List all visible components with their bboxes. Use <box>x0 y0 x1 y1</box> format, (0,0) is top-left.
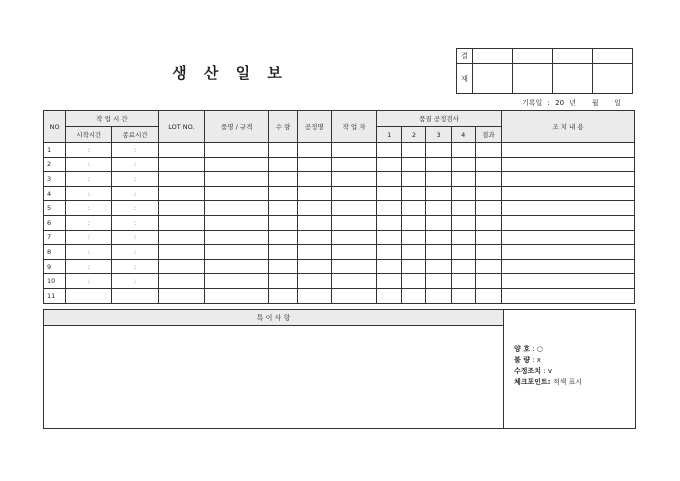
start-time-cell[interactable]: : <box>66 215 112 230</box>
approval-signature-cell[interactable] <box>593 49 633 64</box>
check-2-cell[interactable] <box>402 215 426 230</box>
table-row <box>44 157 635 172</box>
approval-signature-cell[interactable] <box>593 64 633 94</box>
quantity-cell[interactable] <box>269 215 297 230</box>
record-date-label: 기록일 : <box>522 99 550 107</box>
notes-area[interactable] <box>44 326 504 429</box>
notes-header: 특 이 사 항 <box>44 310 504 326</box>
check-3-cell[interactable] <box>426 245 451 260</box>
legend-separator: : <box>529 345 537 353</box>
header-check-1: 1 <box>377 127 402 143</box>
result-cell[interactable] <box>475 201 501 216</box>
row-no: 10 <box>44 274 66 289</box>
lot-no-cell[interactable] <box>158 201 204 216</box>
action-cell[interactable] <box>502 288 635 303</box>
end-time-cell[interactable] <box>112 288 158 303</box>
end-time-cell[interactable]: : <box>112 259 158 274</box>
approval-signature-cell[interactable] <box>473 49 513 64</box>
product-spec-cell[interactable] <box>205 201 269 216</box>
check-2-cell[interactable] <box>402 201 426 216</box>
header-worker: 작 업 자 <box>331 111 376 143</box>
legend-separator: : <box>529 356 537 364</box>
product-spec-cell[interactable] <box>205 259 269 274</box>
lot-no-cell[interactable] <box>158 172 204 187</box>
header-process-name: 공정명 <box>297 111 331 143</box>
legend-value: ○ <box>536 345 543 353</box>
process-name-cell[interactable] <box>297 201 331 216</box>
result-cell[interactable] <box>475 274 501 289</box>
product-spec-cell[interactable] <box>205 245 269 260</box>
end-time-cell[interactable]: : <box>112 215 158 230</box>
worker-cell[interactable] <box>331 215 376 230</box>
check-1-cell[interactable] <box>377 288 402 303</box>
start-time-cell[interactable]: : <box>66 172 112 187</box>
result-cell[interactable] <box>475 172 501 187</box>
worker-cell[interactable] <box>331 157 376 172</box>
check-4-cell[interactable] <box>451 245 475 260</box>
worker-cell[interactable] <box>331 186 376 201</box>
action-cell[interactable] <box>502 172 635 187</box>
record-date-month[interactable]: 월 <box>591 99 599 107</box>
process-name-cell[interactable] <box>297 274 331 289</box>
process-name-cell[interactable] <box>297 157 331 172</box>
product-spec-cell[interactable] <box>205 143 269 158</box>
check-2-cell[interactable] <box>402 230 426 245</box>
end-time-cell[interactable]: : <box>112 201 158 216</box>
legend-item <box>514 355 635 366</box>
quantity-cell[interactable] <box>269 186 297 201</box>
check-3-cell[interactable] <box>426 172 451 187</box>
row-no: 7 <box>44 230 66 245</box>
worker-cell[interactable] <box>331 274 376 289</box>
lot-no-cell[interactable] <box>158 288 204 303</box>
legend-item <box>514 366 635 377</box>
worker-cell[interactable] <box>331 288 376 303</box>
header-result: 결과 <box>475 127 501 143</box>
notes-section <box>43 309 636 429</box>
product-spec-cell[interactable] <box>205 157 269 172</box>
start-time-cell[interactable]: : <box>66 230 112 245</box>
lot-no-cell[interactable] <box>158 143 204 158</box>
lot-no-cell[interactable] <box>158 274 204 289</box>
check-2-cell[interactable] <box>402 245 426 260</box>
page-title: 생 산 일 보 <box>172 64 288 82</box>
process-name-cell[interactable] <box>297 245 331 260</box>
check-1-cell[interactable] <box>377 230 402 245</box>
legend-value: x <box>536 356 541 364</box>
table-row <box>44 186 635 201</box>
check-4-cell[interactable] <box>451 201 475 216</box>
result-cell[interactable] <box>475 288 501 303</box>
quantity-cell[interactable] <box>269 201 297 216</box>
action-cell[interactable] <box>502 186 635 201</box>
check-4-cell[interactable] <box>451 259 475 274</box>
legend-box <box>504 310 636 429</box>
legend-value: v <box>547 367 553 375</box>
product-spec-cell[interactable] <box>205 186 269 201</box>
approval-signature-cell[interactable] <box>513 49 553 64</box>
check-2-cell[interactable] <box>402 274 426 289</box>
record-date <box>522 98 621 108</box>
header-check-2: 2 <box>402 127 426 143</box>
product-spec-cell[interactable] <box>205 172 269 187</box>
row-no: 8 <box>44 245 66 260</box>
check-2-cell[interactable] <box>402 143 426 158</box>
header-check-4: 4 <box>451 127 475 143</box>
check-3-cell[interactable] <box>426 259 451 274</box>
check-2-cell[interactable] <box>402 288 426 303</box>
check-4-cell[interactable] <box>451 186 475 201</box>
quantity-cell[interactable] <box>269 230 297 245</box>
check-2-cell[interactable] <box>402 186 426 201</box>
quantity-cell[interactable] <box>269 274 297 289</box>
end-time-cell[interactable]: : <box>112 143 158 158</box>
check-3-cell[interactable] <box>426 215 451 230</box>
legend-label: 불 량 <box>514 356 530 364</box>
lot-no-cell[interactable] <box>158 215 204 230</box>
process-name-cell[interactable] <box>297 230 331 245</box>
check-2-cell[interactable] <box>402 157 426 172</box>
end-time-cell[interactable]: : <box>112 172 158 187</box>
check-4-cell[interactable] <box>451 215 475 230</box>
worker-cell[interactable] <box>331 201 376 216</box>
row-no: 5 <box>44 201 66 216</box>
process-name-cell[interactable] <box>297 186 331 201</box>
row-no: 3 <box>44 172 66 187</box>
header-action: 조 치 내 용 <box>502 111 635 143</box>
table-row <box>44 230 635 245</box>
quantity-cell[interactable] <box>269 245 297 260</box>
action-cell[interactable] <box>502 215 635 230</box>
table-row <box>44 274 635 289</box>
process-name-cell[interactable] <box>297 259 331 274</box>
approval-signature-cell[interactable] <box>513 64 553 94</box>
end-time-cell[interactable]: : <box>112 186 158 201</box>
row-no: 6 <box>44 215 66 230</box>
start-time-cell[interactable]: : <box>66 259 112 274</box>
start-time-cell[interactable]: : <box>66 186 112 201</box>
check-3-cell[interactable] <box>426 186 451 201</box>
action-cell[interactable] <box>502 259 635 274</box>
check-2-cell[interactable] <box>402 172 426 187</box>
check-4-cell[interactable] <box>451 288 475 303</box>
header-quantity: 수 량 <box>269 111 297 143</box>
check-1-cell[interactable] <box>377 259 402 274</box>
check-3-cell[interactable] <box>426 201 451 216</box>
row-no: 9 <box>44 259 66 274</box>
header-quality-check: 품질 공정검사 <box>377 111 502 127</box>
approval-signature-cell[interactable] <box>553 49 593 64</box>
header-check-3: 3 <box>426 127 451 143</box>
process-name-cell[interactable] <box>297 143 331 158</box>
product-spec-cell[interactable] <box>205 288 269 303</box>
table-row <box>44 288 635 303</box>
quantity-cell[interactable] <box>269 259 297 274</box>
header-product-spec: 품명 / 규격 <box>205 111 269 143</box>
end-time-cell[interactable]: : <box>112 157 158 172</box>
check-3-cell[interactable] <box>426 288 451 303</box>
worker-cell[interactable] <box>331 143 376 158</box>
start-time-cell[interactable]: : <box>66 201 112 216</box>
record-date-day[interactable]: 일 <box>614 99 621 107</box>
legend-separator: : <box>541 367 548 375</box>
process-name-cell[interactable] <box>297 288 331 303</box>
end-time-cell[interactable]: : <box>112 230 158 245</box>
check-4-cell[interactable] <box>451 143 475 158</box>
header-start-time: 시작시간 <box>66 127 112 143</box>
table-row <box>44 143 635 158</box>
check-1-cell[interactable] <box>377 186 402 201</box>
check-1-cell[interactable] <box>377 201 402 216</box>
legend-label: 양 호 <box>514 345 530 353</box>
row-no: 1 <box>44 143 66 158</box>
legend-label: 수정조치 <box>514 367 542 375</box>
worker-cell[interactable] <box>331 172 376 187</box>
start-time-cell[interactable]: : <box>66 157 112 172</box>
header-work-time: 작 업 시 간 <box>66 111 159 127</box>
header-no: NO <box>44 111 66 143</box>
approval-signature-cell[interactable] <box>473 64 513 94</box>
quantity-cell[interactable] <box>269 172 297 187</box>
action-cell[interactable] <box>502 143 635 158</box>
result-cell[interactable] <box>475 215 501 230</box>
check-3-cell[interactable] <box>426 274 451 289</box>
check-1-cell[interactable] <box>377 215 402 230</box>
legend-label: 체크포인트: <box>514 378 551 386</box>
check-4-cell[interactable] <box>451 274 475 289</box>
check-4-cell[interactable] <box>451 230 475 245</box>
check-2-cell[interactable] <box>402 259 426 274</box>
action-cell[interactable] <box>502 245 635 260</box>
lot-no-cell[interactable] <box>158 157 204 172</box>
legend-item <box>514 344 635 355</box>
check-3-cell[interactable] <box>426 230 451 245</box>
check-4-cell[interactable] <box>451 172 475 187</box>
product-spec-cell[interactable] <box>205 274 269 289</box>
legend-value: 적색 표시 <box>552 378 583 386</box>
result-cell[interactable] <box>475 245 501 260</box>
header-lot-no: LOT NO. <box>158 111 204 143</box>
check-4-cell[interactable] <box>451 157 475 172</box>
action-cell[interactable] <box>502 157 635 172</box>
result-cell[interactable] <box>475 143 501 158</box>
quantity-cell[interactable] <box>269 288 297 303</box>
check-1-cell[interactable] <box>377 172 402 187</box>
table-row <box>44 259 635 274</box>
row-no: 4 <box>44 186 66 201</box>
table-row <box>44 215 635 230</box>
production-table <box>43 110 635 304</box>
check-1-cell[interactable] <box>377 157 402 172</box>
table-row <box>44 172 635 187</box>
worker-cell[interactable] <box>331 230 376 245</box>
table-row <box>44 245 635 260</box>
lot-no-cell[interactable] <box>158 230 204 245</box>
action-cell[interactable] <box>502 201 635 216</box>
lot-no-cell[interactable] <box>158 259 204 274</box>
start-time-cell[interactable]: : <box>66 274 112 289</box>
quantity-cell[interactable] <box>269 143 297 158</box>
process-name-cell[interactable] <box>297 215 331 230</box>
check-3-cell[interactable] <box>426 143 451 158</box>
end-time-cell[interactable]: : <box>112 245 158 260</box>
quantity-cell[interactable] <box>269 157 297 172</box>
start-time-cell[interactable]: : <box>66 143 112 158</box>
approval-box <box>456 48 633 94</box>
action-cell[interactable] <box>502 274 635 289</box>
row-no: 11 <box>44 288 66 303</box>
worker-cell[interactable] <box>331 245 376 260</box>
check-3-cell[interactable] <box>426 157 451 172</box>
product-spec-cell[interactable] <box>205 230 269 245</box>
result-cell[interactable] <box>475 230 501 245</box>
start-time-cell[interactable]: : <box>66 245 112 260</box>
lot-no-cell[interactable] <box>158 186 204 201</box>
process-name-cell[interactable] <box>297 172 331 187</box>
action-cell[interactable] <box>502 230 635 245</box>
row-no: 2 <box>44 157 66 172</box>
product-spec-cell[interactable] <box>205 215 269 230</box>
approval-label-bottom: 재 <box>457 64 473 94</box>
result-cell[interactable] <box>475 157 501 172</box>
check-1-cell[interactable] <box>377 274 402 289</box>
approval-signature-cell[interactable] <box>553 64 593 94</box>
approval-label-top: 결 <box>457 49 473 64</box>
result-cell[interactable] <box>475 259 501 274</box>
lot-no-cell[interactable] <box>158 245 204 260</box>
start-time-cell[interactable] <box>66 288 112 303</box>
worker-cell[interactable] <box>331 259 376 274</box>
result-cell[interactable] <box>475 186 501 201</box>
check-1-cell[interactable] <box>377 245 402 260</box>
header-end-time: 종료시간 <box>112 127 158 143</box>
record-date-year[interactable]: 20 년 <box>555 99 577 107</box>
check-1-cell[interactable] <box>377 143 402 158</box>
legend-item <box>514 377 635 388</box>
table-row <box>44 201 635 216</box>
end-time-cell[interactable]: : <box>112 274 158 289</box>
